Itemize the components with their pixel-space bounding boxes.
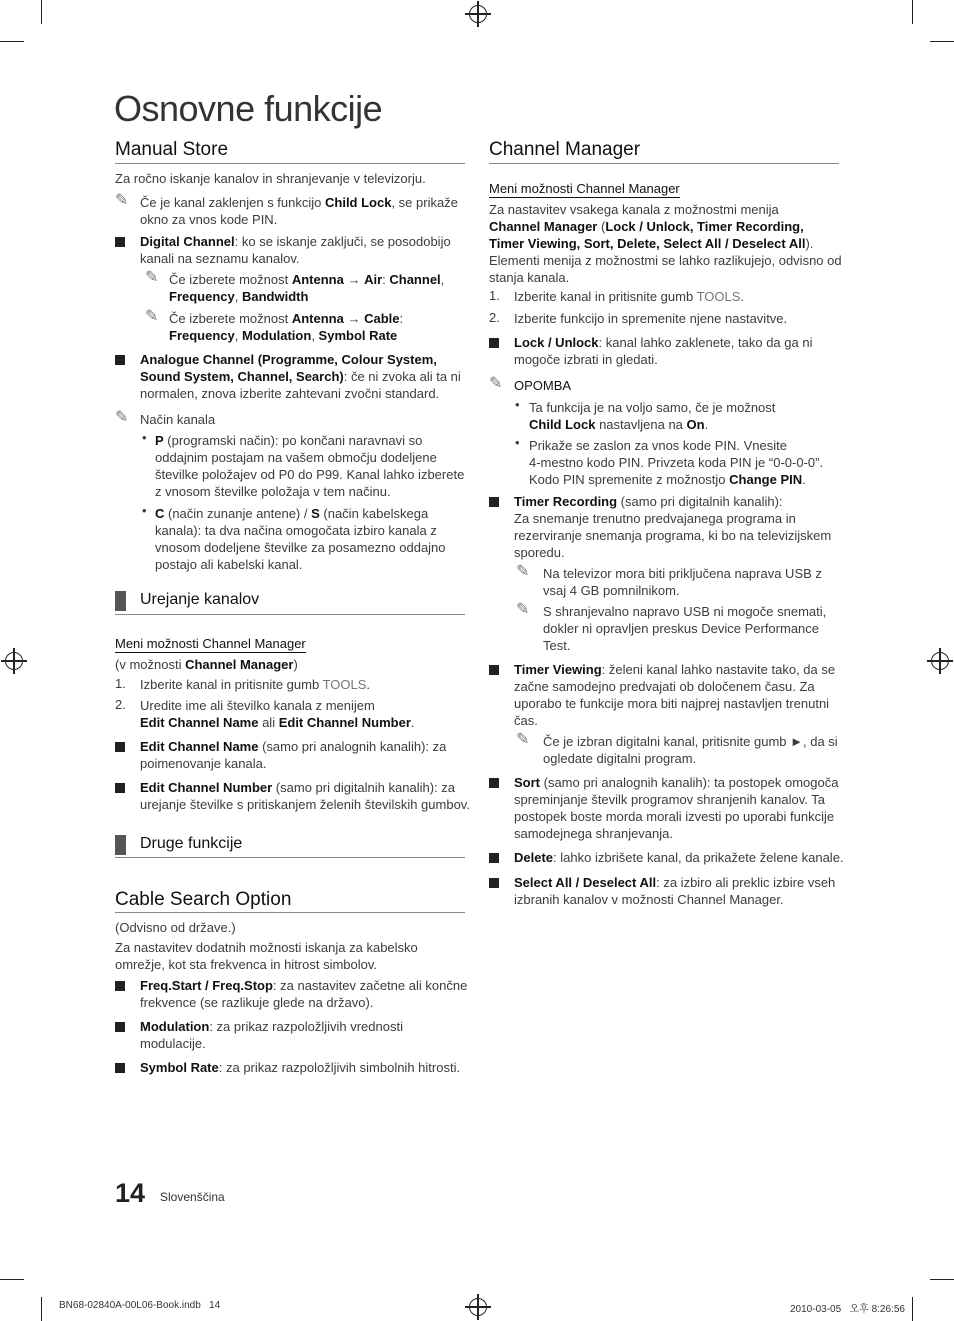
section-rule [115,614,465,615]
note-antenna-cable: Če izberete možnost Antenna → Cable: Frequency, Modulation, Symbol Rate [169,311,404,343]
page-title: Osnovne funkcije [114,88,383,129]
note-child-lock: Če je kanal zaklenjen s funkcijo Child Lock, se prikaže okno za vnos kode PIN. [140,195,458,227]
modulation-item: Modulation: za prikaz razpoložljivih vrednosti modulacije. [140,1019,403,1051]
square-bullet-icon [489,778,499,788]
page-number: 14 [115,1178,146,1208]
footer-file: BN68-02840A-00L06-Book.indb 14 [59,1300,221,1311]
pencil-note-icon: ✎ [145,269,159,286]
section-marker [115,835,126,855]
square-bullet-icon [115,237,125,247]
urejanje-sub: (v možnosti Channel Manager) [115,657,298,672]
opomba-item-2: Prikaže se zaslon za vnos kode PIN. Vnesite 4-mestno kodo PIN. Privzeta koda PIN je “0-0-0-0”. Kodo PIN spremenite z možnostjo Change PIN. [529,438,824,487]
cable-sub: (Odvisno od države.) [115,920,236,935]
registration-mark-icon [5,652,23,670]
dot-bullet-icon: • [515,397,520,412]
square-bullet-icon [115,1022,125,1032]
square-bullet-icon [115,1063,125,1073]
timer-recording-item: Timer Recording (samo pri digitalnih kanalih): Za snemanje trenutno predvajanega programa in rezerviranje snemanja programa, ki bo na televizijskem sporedu. [514,494,832,560]
note-antenna-air: Če izberete možnost Antenna → Air: Channel, Frequency, Bandwidth [169,272,445,304]
manual-store-intro: Za ročno iskanje kanalov in shranjevanje v televizorju. [115,171,426,186]
pencil-note-icon: ✎ [516,563,530,580]
square-bullet-icon [489,878,499,888]
mode-p-item: P (programski način): po končani naravnavi so oddajnim postajam na vašem območju dodeljene številke položajev od P0 do P99. Kanal lahko izberete z vnosom številke položaja v tem načinu. [155,433,465,499]
opomba-label: OPOMBA [514,378,572,393]
lock-unlock-item: Lock / Unlock: kanal lahko zaklenete, tako da ga ni mogoče izbrati in gledati. [514,335,813,367]
section-rule [115,163,465,164]
mode-c-s-item: C (način zunanje antene) / S (način kabelskega kanala): ta dva načina omogočata izbiro kanala z vnosom dodeljene številke za posamezno oddajno postajo ali kabelski kanal. [155,506,446,572]
pencil-note-icon: ✎ [145,308,159,325]
edit-channel-number-item: Edit Channel Number (samo pri digitalnih kanalih): za urejanje številke s pritiskanjem želenih številskih gumbov. [140,780,470,812]
square-bullet-icon [115,742,125,752]
timer-viewing-note: Če je izbran digitalni kanal, pritisnite gumb ►, da si ogledate digitalni program. [543,734,838,766]
timer-recording-note-1: Na televizor mora biti priključena naprava USB z vsaj 4 GB pomnilnikom. [543,566,822,598]
registration-mark-icon [469,1298,487,1316]
step-number: 1. [489,288,500,303]
timer-recording-note-2: S shranjevalno napravo USB ni mogoče snemati, dokler ni opravljen preskus Device Performance Test. [543,604,827,653]
urejanje-step1: Izberite kanal in pritisnite gumb TOOLS. [140,677,371,692]
dot-bullet-icon: • [142,430,147,445]
pencil-note-icon: ✎ [489,375,503,392]
crop-mark [930,41,954,42]
square-bullet-icon [115,981,125,991]
crop-mark [41,1297,42,1321]
square-bullet-icon [115,355,125,365]
pencil-note-icon: ✎ [115,192,129,209]
dot-bullet-icon: • [515,435,520,450]
registration-mark-icon [931,652,949,670]
pencil-note-icon: ✎ [516,731,530,748]
step-number: 1. [115,676,126,691]
opomba-item-1: Ta funkcija je na voljo samo, če je možnost Child Lock nastavljena na On. [529,400,776,432]
square-bullet-icon [489,497,499,507]
manual-store-heading: Manual Store [115,139,229,160]
section-rule [489,163,839,164]
section-rule [115,912,465,913]
step-number: 2. [489,310,500,325]
urejanje-heading: Urejanje kanalov [140,591,260,608]
crop-mark [0,41,24,42]
pencil-note-icon: ✎ [516,601,530,618]
symbol-rate-item: Symbol Rate: za prikaz razpoložljivih simbolnih hitrosti. [140,1060,461,1075]
step-number: 2. [115,697,126,712]
digital-channel-item: Digital Channel: ko se iskanje zaključi, se posodobijo kanali na seznamu kanalov. [140,234,451,266]
footer-language: Slovenščina [160,1190,225,1204]
cm-intro: Za nastavitev vsakega kanala z možnostmi menija Channel Manager (Lock / Unlock, Timer Recording, Timer Viewing, Sort, Delete, Select All / Deselect All). Elementi menija z možnostmi se lahko razlikujejo, odvisno od stanja kanala. [489,202,842,285]
square-bullet-icon [489,338,499,348]
analogue-channel-item: Analogue Channel (Programme, Colour System, Sound System, Channel, Search): če ni zvoka ali ta ni normalen, znova izberite zahtevani zvočni standard. [140,352,461,401]
registration-mark-icon [469,5,487,23]
cable-heading: Cable Search Option [115,889,292,910]
pencil-note-icon: ✎ [115,409,129,426]
section-rule [115,857,465,858]
square-bullet-icon [115,783,125,793]
crop-mark [41,0,42,24]
cm-step1: Izberite kanal in pritisnite gumb TOOLS. [514,289,745,304]
note-channel-mode: Način kanala [140,412,216,427]
select-all-item: Select All / Deselect All: za izbiro ali preklic izbire vseh izbranih kanalov v možnosti Channel Manager. [514,875,836,907]
cable-intro: Za nastavitev dodatnih možnosti iskanja za kabelsko omrežje, kot sta frekvenca in hitrost simbolov. [115,940,418,972]
channel-manager-heading: Channel Manager [489,139,641,160]
delete-item: Delete: lahko izbrišete kanal, da prikažete želene kanale. [514,850,844,865]
cm-menu-label: Meni možnosti Channel Manager [489,181,680,196]
crop-mark [912,0,913,24]
crop-mark [930,1279,954,1280]
sort-item: Sort (samo pri analognih kanalih): ta postopek omogoča spreminjanje številk programov shranjenih kanalov. Ta postopek boste morda morali izvesti po uporabi funkcije samodejnega shranjevanja. [514,775,839,841]
urejanje-step2: Uredite ime ali številko kanala z menijem Edit Channel Name ali Edit Channel Number. [140,698,415,730]
crop-mark [912,1297,913,1321]
freq-item: Freq.Start / Freq.Stop: za nastavitev začetne ali končne frekvence (se razlikuje glede na državo). [140,978,468,1010]
urejanje-menu-label: Meni možnosti Channel Manager [115,636,306,651]
cm-step2: Izberite funkcijo in spremenite njene nastavitve. [514,311,788,326]
crop-mark [0,1279,24,1280]
square-bullet-icon [489,665,499,675]
square-bullet-icon [489,853,499,863]
section-marker [115,591,126,611]
dot-bullet-icon: • [142,503,147,518]
druge-heading: Druge funkcije [140,835,243,852]
timer-viewing-item: Timer Viewing: želeni kanal lahko nastavite tako, da se začne samodejno predvajati ob določenem času. Za uporabo te funkcije mora biti najprej nastavljen trenutni čas. [514,662,836,728]
footer-date: 2010-03-05 오후 8:26:56 [790,1304,905,1315]
edit-channel-name-item: Edit Channel Name (samo pri analognih kanalih): za poimenovanje kanala. [140,739,447,771]
